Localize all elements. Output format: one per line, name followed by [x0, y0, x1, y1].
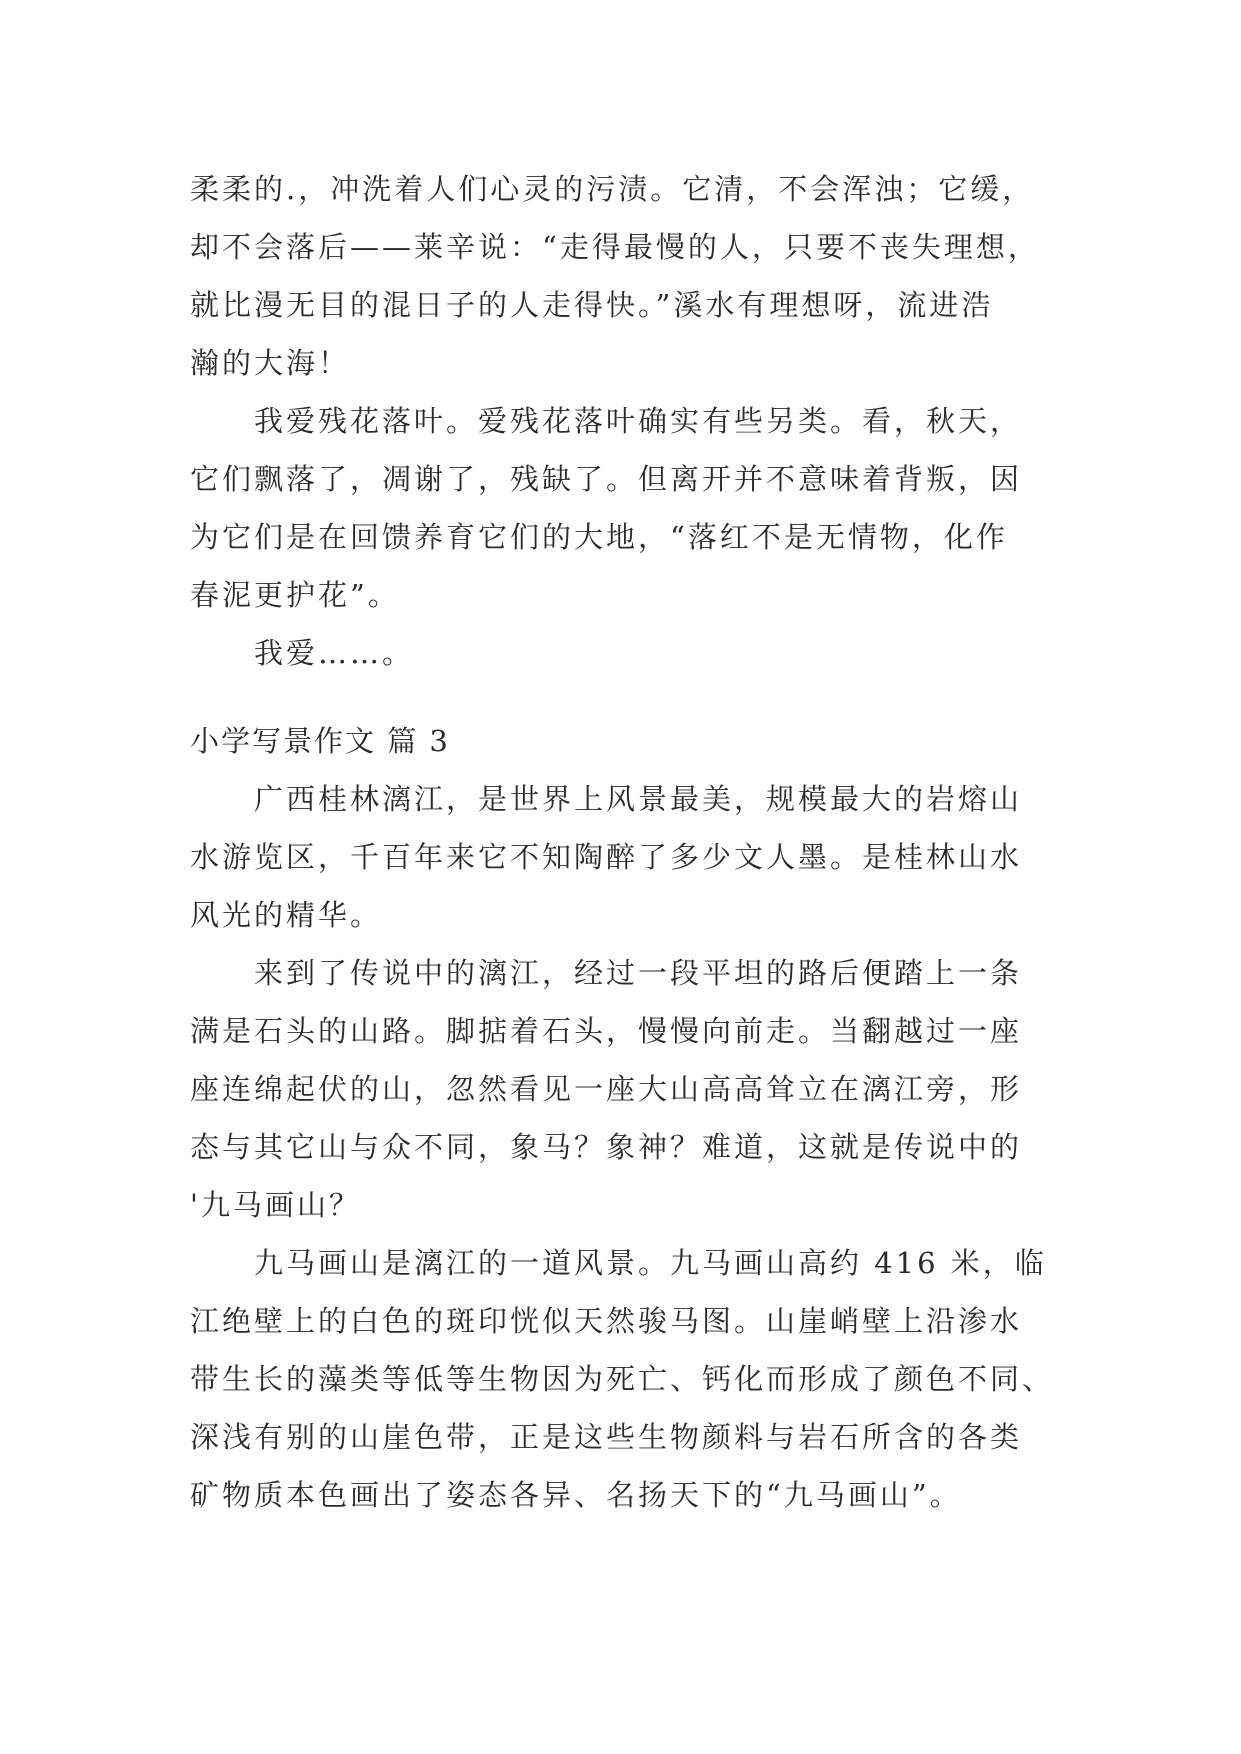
section-heading: 小学写景作文 篇 3 [190, 724, 450, 758]
text-line: 矿物质本色画出了姿态各异、名扬天下的“九马画山”。 [190, 1478, 962, 1512]
text-line: 却不会落后——莱辛说：“走得最慢的人，只要不丧失理想， [190, 230, 1040, 264]
document-body [190, 160, 1070, 1524]
paragraph-start-line: 我爱残花落叶。爱残花落叶确实有些另类。看，秋天， [254, 404, 1023, 438]
text-line: 风光的精华。 [190, 898, 383, 932]
text-line: 座连绵起伏的山，忽然看见一座大山高高耸立在漓江旁，形 [190, 1072, 1023, 1106]
text-line: 柔柔的.，冲洗着人们心灵的污渍。它清，不会浑浊；它缓， [190, 172, 1035, 206]
text-line: 就比漫无目的混日子的人走得快。”溪水有理想呀，流进浩 [190, 288, 994, 322]
text-line: 态与其它山与众不同，象马？象神？难道，这就是传说中的 [190, 1130, 1023, 1164]
paragraph-start-line: 来到了传说中的漓江，经过一段平坦的路后便踏上一条 [254, 956, 1023, 990]
text-line: 它们飘落了，凋谢了，残缺了。但离开并不意味着背叛，因 [190, 462, 1023, 496]
text-line: 瀚的大海！ [190, 346, 351, 380]
paragraph-start-line: 九马画山是漓江的一道风景。九马画山高约 416 米，临 [254, 1246, 1047, 1280]
paragraph-start-line: 广西桂林漓江，是世界上风景最美，规模最大的岩熔山 [254, 782, 1023, 816]
paragraph-start-line: 我爱……。 [254, 636, 415, 670]
text-line: 带生长的藻类等低等生物因为死亡、钙化而形成了颜色不同、 [190, 1362, 1055, 1396]
text-line: '九马画山？ [190, 1188, 361, 1222]
text-line: 深浅有别的山崖色带，正是这些生物颜料与岩石所含的各类 [190, 1420, 1023, 1454]
text-line: 水游览区，千百年来它不知陶醉了多少文人墨。是桂林山水 [190, 840, 1023, 874]
text-line: 江绝壁上的白色的斑印恍似天然骏马图。山崖峭壁上沿渗水 [190, 1304, 1023, 1338]
text-line: 满是石头的山路。脚掂着石头，慢慢向前走。当翻越过一座 [190, 1014, 1023, 1048]
text-line: 春泥更护花”。 [190, 578, 400, 612]
text-line: 为它们是在回馈养育它们的大地，“落红不是无情物，化作 [190, 520, 1008, 554]
